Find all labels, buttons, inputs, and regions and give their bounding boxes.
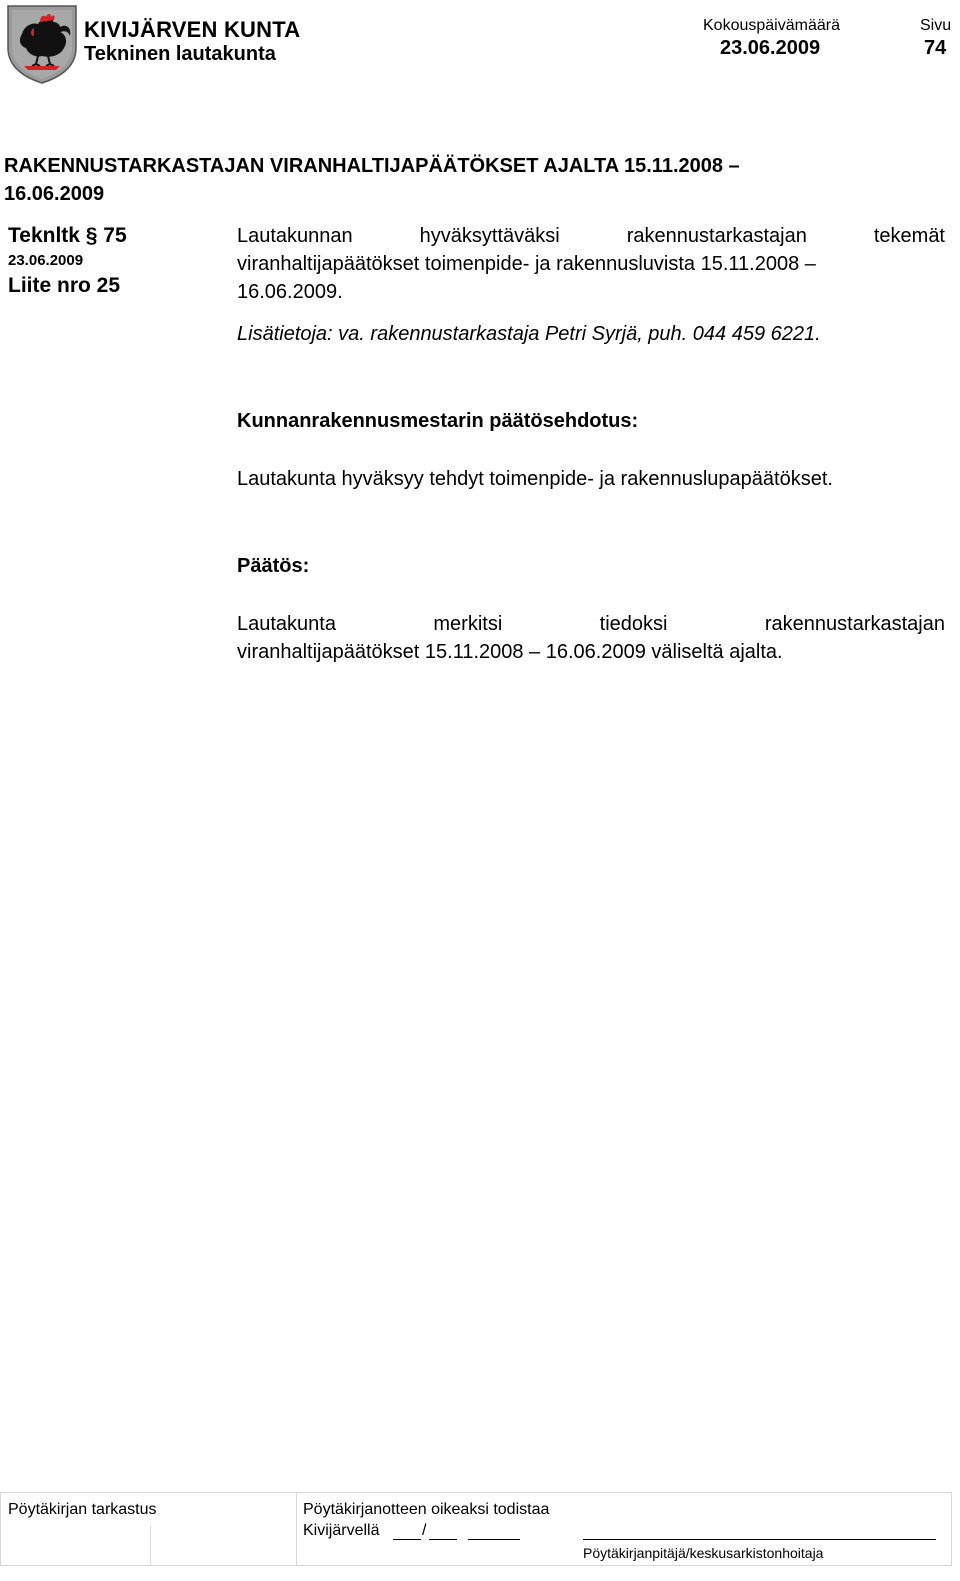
footer-divider-right <box>951 1492 952 1566</box>
organization-name: KIVIJÄRVEN KUNTA <box>84 17 301 42</box>
decision-heading: Päätös: <box>237 555 310 577</box>
proposal-text: Lautakunta hyväksyy tehdyt toimenpide- ja rakennuslupapäätökset. <box>237 468 833 490</box>
footer-divider-middle <box>296 1492 297 1566</box>
section-info <box>8 222 208 300</box>
document-title-line-2: 16.06.2009 <box>4 183 105 205</box>
organization-block <box>84 18 300 66</box>
document-title <box>4 152 904 208</box>
date-separator: / <box>422 1522 427 1539</box>
section-date: 23.06.2009 <box>8 252 84 269</box>
decision-text-line-1: Lautakunta merkitsi tiedoksi rakennustarkastajan <box>237 613 945 635</box>
section-attachment: Liite nro 25 <box>8 274 121 297</box>
keeper-label: Pöytäkirjanpitäjä/keskusarkistonhoitaja <box>583 1545 824 1561</box>
proposal-heading: Kunnanrakennusmestarin päätösehdotus: <box>237 410 639 432</box>
intro-paragraph <box>237 222 945 306</box>
page-number: 74 <box>924 37 947 59</box>
review-label: Pöytäkirjan tarkastus <box>8 1501 157 1518</box>
footer-divider-top <box>0 1492 952 1493</box>
signature-footer <box>0 1492 952 1566</box>
signature-line <box>583 1539 936 1540</box>
intro-paragraph-end: 16.06.2009. <box>237 281 343 303</box>
year-blank <box>468 1539 520 1540</box>
municipal-crest-icon <box>6 4 78 84</box>
footer-divider-inner <box>150 1526 151 1566</box>
meeting-date: 23.06.2009 <box>720 37 821 59</box>
document-title-line-1: RAKENNUSTARKASTAJAN VIRANHALTIJAPÄÄTÖKSET AJALTA 15.11.2008 – <box>4 155 740 177</box>
place-label: Kivijärvellä <box>303 1522 380 1539</box>
meeting-date-label: Kokouspäivämäärä <box>703 17 840 34</box>
contact-info: Lisätietoja: va. rakennustarkastaja Petri Syrjä, puh. 044 459 6221. <box>237 323 821 345</box>
day-blank <box>393 1539 421 1540</box>
footer-divider-bottom <box>0 1565 952 1566</box>
footer-divider-left <box>0 1492 1 1566</box>
section-reference: Teknltk § 75 <box>8 224 127 247</box>
intro-paragraph-main: Lautakunnan hyväksyttäväksi rakennustarkastajan tekemät viranhaltijapäätökset toimenpide- ja rakennusluvista 15.11.2008 – <box>237 225 945 275</box>
page-label: Sivu <box>920 17 952 34</box>
month-blank <box>429 1539 457 1540</box>
decision-text <box>237 610 945 666</box>
certify-label: Pöytäkirjanotteen oikeaksi todistaa <box>303 1501 550 1518</box>
decision-text-line-2: viranhaltijapäätökset 15.11.2008 – 16.06.2009 väliseltä ajalta. <box>237 641 783 663</box>
organization-unit: Tekninen lautakunta <box>84 43 276 65</box>
